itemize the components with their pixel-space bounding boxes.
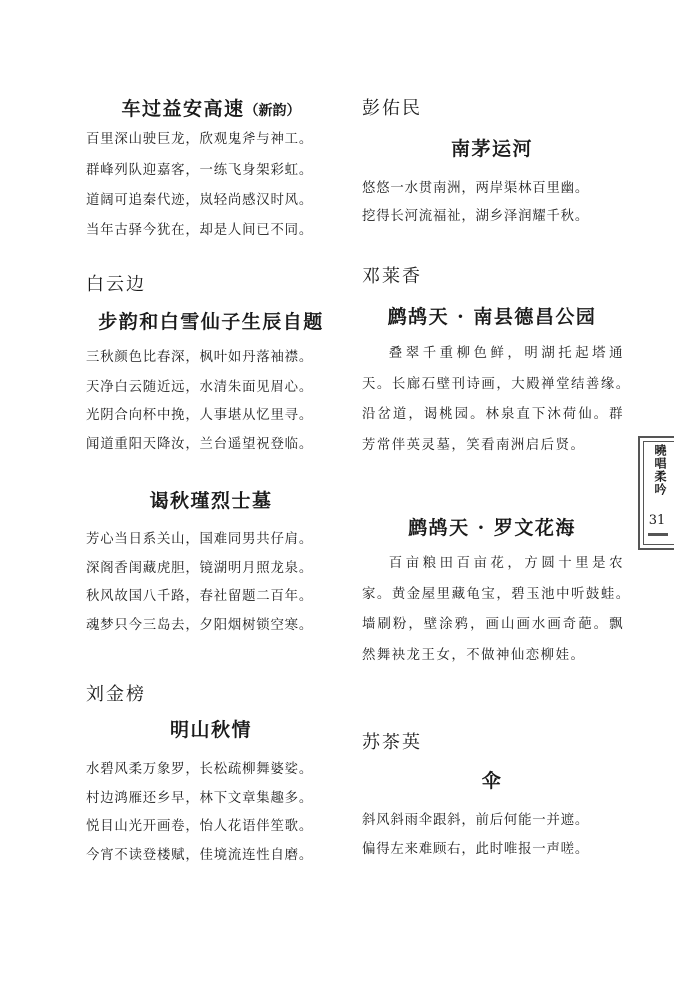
author-name: 邓莱香: [362, 266, 422, 287]
divider: [648, 533, 668, 536]
poem-line: 挖得长河流福祉，湖乡泽润耀千秋。: [362, 209, 590, 224]
poem-line: 斜风斜雨伞跟斜，前后何能一并遮。: [362, 813, 590, 828]
section-label: 曉唱柔吟: [653, 444, 667, 496]
poem-title-note: （新韵）: [244, 103, 301, 119]
poem-line: 天净白云随近远，水清朱面见眉心。: [86, 380, 314, 395]
poem-line: 闻道重阳天降汝，兰台遥望祝登临。: [86, 437, 314, 452]
poem-line: 芳心当日系关山，国难同男共仔肩。: [86, 532, 314, 547]
poem-line: 今宵不读登楼赋，佳境流连性自磨。: [86, 848, 314, 863]
poem-line: 魂梦只今三岛去，夕阳烟树锁空寒。: [86, 618, 314, 633]
poem-line: 道阔可追秦代迹，岚轻尚感汉时风。: [86, 193, 314, 208]
poem-title-text: 车过益安高速: [121, 98, 245, 120]
poem-line: 水碧风柔万象罗，长松疏柳舞婆娑。: [86, 762, 314, 777]
poem-title: [86, 94, 336, 121]
section-tab: [638, 436, 674, 550]
poem-title: 鹧鸪天 · 罗文花海: [408, 517, 576, 539]
poem-title: 谒秋瑾烈士墓: [149, 490, 273, 512]
author-name: 彭佑民: [362, 98, 422, 119]
poem-text: 叠翠千重柳色鲜，明湖托起塔通天。长廊石壁刊诗画，大殿禅堂结善缘。 沿岔道，谒桃园。林泉直下沐荷仙。群芳常伴英灵墓，笑看南洲启后贤。: [362, 346, 639, 453]
poem-line: 秋风故国八千路，春社留题二百年。: [86, 589, 314, 604]
poem-line: 偏得左来难顾右，此时唯报一声嗟。: [362, 842, 590, 857]
poem-line: 悠悠一水贯南洲，两岸渠林百里幽。: [362, 181, 590, 196]
poem-title: 伞: [481, 770, 503, 792]
poem-title: 南茅运河: [450, 138, 533, 160]
poem-line: 悦目山光开画卷，怡人花语伴笙歌。: [86, 819, 314, 834]
poem-line: 村边鸿雁还乡早，林下文章集趣多。: [86, 791, 314, 806]
poem-text: 百亩粮田百亩花，方圆十里是农家。黄金屋里藏龟宝，碧玉池中听鼓蛙。 墙刷粉，壁涂鸦，画山画水画奇葩。飘然舞袂龙王女，不做神仙恋柳娃。: [362, 556, 639, 663]
author-name: 刘金榜: [86, 684, 146, 705]
author-name: 苏茶英: [362, 732, 422, 753]
poem-line: 百里深山驶巨龙，欣观鬼斧与神工。: [86, 132, 314, 147]
poem-line: 深阁香闺藏虎胆，镜湖明月照龙泉。: [86, 561, 314, 576]
poem-line: 当年古驿今犹在，却是人间已不同。: [86, 223, 314, 238]
poem-title: 明山秋情: [169, 719, 252, 741]
poem-title: 鹧鸪天 · 南县德昌公园: [387, 306, 597, 328]
poem-line: 群峰列队迎嘉客，一练飞身架彩虹。: [86, 163, 314, 178]
page-number: 31: [648, 513, 666, 528]
poem-line: 三秋颜色比春深，枫叶如丹落袖襟。: [86, 350, 314, 365]
author-name: 白云边: [86, 274, 146, 295]
poem-title: 步韵和白雪仙子生辰自题: [98, 311, 324, 333]
poem-line: 光阴合向杯中挽，人事堪从忆里寻。: [86, 408, 314, 423]
